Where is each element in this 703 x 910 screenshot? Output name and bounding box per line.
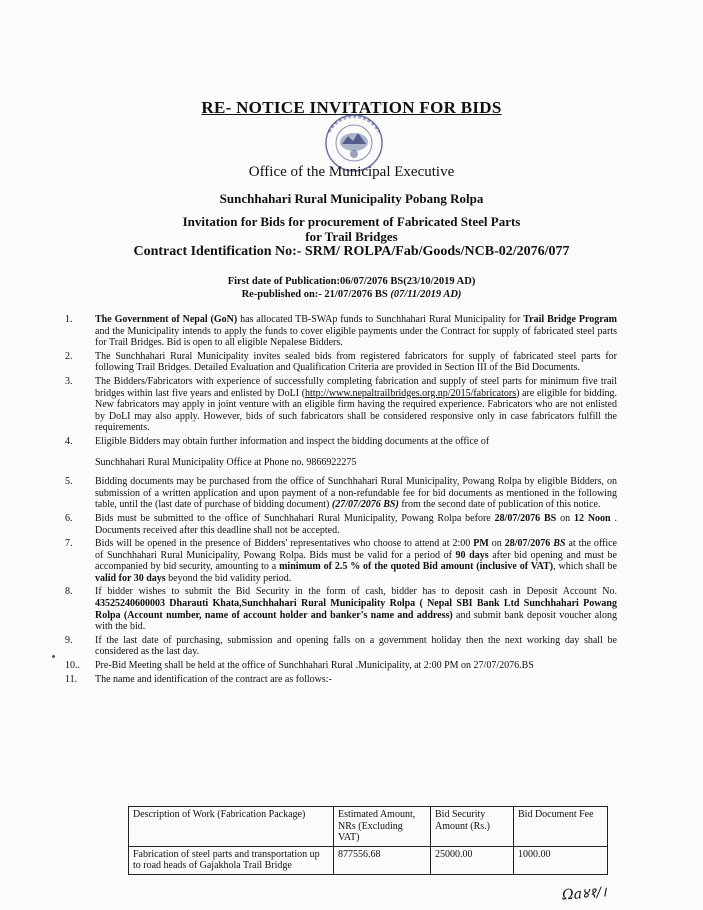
notice-item <box>65 314 617 349</box>
item-text-part: on <box>488 538 505 550</box>
item-text <box>95 314 617 348</box>
col-header-estimated-amount: Estimated Amount, NRs (Excluding VAT) <box>334 807 431 847</box>
republished-bs: Re-published on:- 21/07/2076 BS <box>241 289 391 300</box>
item-text <box>95 538 617 584</box>
notice-item <box>65 673 617 686</box>
cell-estimated-amount: 877556.68 <box>334 846 431 874</box>
notice-items-list <box>65 314 618 687</box>
handwritten-signature: Ωa४१/। <box>561 884 608 904</box>
item-text-part: and the Municipality intends to apply the funds to cover eligible payments under the Contract for supply of fabricated steel parts for Trail Bridges. Bid is open to all eligible Nepalese Bidders. <box>95 325 617 349</box>
municipality-name: Sunchhahari Rural Municipality Pobang Rolpa <box>219 191 484 206</box>
notice-item <box>65 375 618 434</box>
item-text <box>95 586 617 632</box>
fabricators-link[interactable]: http://www.nepaltrailbridges.org.np/2015/fabricators <box>305 387 517 399</box>
item-text <box>95 376 617 433</box>
col-header-bid-security: Bid Security Amount (Rs.) <box>431 807 514 847</box>
item-number: 8. <box>65 586 73 598</box>
item-number: 11. <box>65 673 78 685</box>
item-text-part: Bids will be opened in the presence of Bidders' representatives who choose to attend at 2:00 <box>95 538 474 550</box>
item-text-part: , which shall be <box>553 561 618 573</box>
item-number: 1. <box>65 314 73 325</box>
item-text-part: Bidding documents may be purchased from the office of Sunchhahari Rural Municipality, Powang Rolpa by eligible Bidders, on submission of a written application and upon payment of a non-refundable fee for bid documents as mentioned in the following table, until the (last date of purchase of bidding document) <box>95 476 617 511</box>
col-header-bid-document-fee: Bid Document Fee <box>514 807 608 847</box>
item-text-part: at the office of Sunchhahari Rural Municipality, Powang Rolpa. Bids must be valid for a period of <box>95 538 617 561</box>
item-text-part: BS <box>553 538 566 550</box>
item-text-part: The Government of Nepal (GoN) <box>95 314 238 325</box>
item-text-part: minimum of 2.5 % of the quoted Bid amount (inclusive of VAT) <box>279 561 554 573</box>
item-number: 9. <box>65 634 73 646</box>
item-text-part: Bids must be submitted to the office of Sunchhahari Rural Municipality, Powang Rolpa before <box>95 512 495 524</box>
publication-dates <box>0 275 703 301</box>
item-text-part: 28/07/2076 BS <box>494 512 557 524</box>
table-row <box>129 846 608 874</box>
item-text <box>95 351 617 374</box>
item-text-part: The Bidders/Fabricators with experience of successfully completing fabrication and supply of steel parts for minimum five trail bridges within last five years and enlisted by DoLI ( <box>95 375 617 399</box>
item-text-part: on <box>556 512 574 524</box>
office-name: Office of the Municipal Executive <box>248 164 455 180</box>
ifb-heading <box>0 214 703 244</box>
item-text-part: 90 days <box>455 549 489 561</box>
cell-bid-security: 25000.00 <box>431 846 514 874</box>
item-number: 3. <box>65 375 73 387</box>
republished-ad: (07/11/2019 AD) <box>390 289 462 300</box>
item-text-part: from the second date of publication of this notice. <box>398 499 601 511</box>
item-text-part: Pre-Bid Meeting shall be held at the office of Sunchhahari Rural .Municipality, at 2:00 PM on 27/07/2076.BS <box>95 660 534 672</box>
item-number: 5. <box>65 476 73 488</box>
item-text-part: beyond the bid validity period. <box>165 572 292 584</box>
notice-item <box>65 476 617 511</box>
contract-table-header-row <box>129 807 608 847</box>
republished-date <box>0 288 703 301</box>
item-text-part: If the last date of purchasing, submission and opening falls on a government holiday then the next working day shall be considered as the last day. <box>95 634 617 658</box>
cell-description: Fabrication of steel parts and transportation up to road heads of Gajakhola Trail Bridge <box>129 846 334 874</box>
item-text-part: (27/07/2076 BS) <box>331 499 399 511</box>
item-spacer <box>95 448 617 457</box>
notice-item <box>65 538 618 584</box>
notice-item <box>65 435 617 468</box>
item-text-part: If bidder wishes to submit the Bid Security in the form of cash, bidder has to deposit cash in Deposit Account No. <box>95 586 617 598</box>
item-text-part: 12 Noon <box>573 512 611 524</box>
ifb-line-1: Invitation for Bids for procurement of Fabricated Steel Parts <box>182 214 521 229</box>
notice-item <box>65 350 617 374</box>
item-text <box>95 513 617 536</box>
contract-table <box>128 806 608 875</box>
item-text-part: after bid opening and must be accompanied by bid security, amounting to a <box>95 549 617 573</box>
cell-bid-document-fee: 1000.00 <box>514 846 608 874</box>
first-publication-date: First date of Publication:06/07/2076 BS(23/10/2019 AD) <box>227 276 476 287</box>
item-number: 10.. <box>65 660 80 672</box>
ifb-line-2: for Trail Bridges <box>305 229 398 244</box>
item-text-part: valid for 30 days <box>95 572 166 584</box>
item-text-part: The Sunchhahari Rural Municipality invites sealed bids from registered fabricators for supply of fabricated steel parts for following Trail Bridges. Detailed Evaluation and Qualification Criteria are provided in Section III of the Bid Documents. <box>95 350 617 374</box>
item-text-part: 28/07/2076 <box>504 538 551 550</box>
item-text-part: ) are eligible for bidding. New fabricators may apply in joint venture with an eligible firm having the required experience. Fabricators who are not enlisted by DoLI may also apply. However, bids of such fabricators shall be considered responsive only in case fabricators fulfill the requirements. <box>95 387 618 434</box>
notice-item <box>65 634 617 658</box>
item-text-part: . Documents received after this deadline shall not be accepted. <box>95 512 617 536</box>
item-number: 2. <box>65 350 73 362</box>
item-number: 6. <box>65 512 73 524</box>
notice-title: RE- NOTICE INVITATION FOR BIDS <box>201 98 502 117</box>
item-text <box>95 660 534 671</box>
item-text <box>95 436 489 447</box>
col-header-description: Description of Work (Fabrication Package) <box>129 807 334 847</box>
item-text-part: and submit bank deposit voucher along with the bid. <box>95 609 617 633</box>
item-text-part: Eligible Bidders may obtain further information and inspect the bidding documents at the office of <box>95 435 490 447</box>
contract-identification: Contract Identification No:- SRM/ ROLPA/Fab/Goods/NCB-02/2076/077 <box>133 244 570 259</box>
item-text-part: PM <box>473 538 489 550</box>
item-text <box>95 635 617 658</box>
item-text-part: The name and identification of the contract are as follows:- <box>95 673 332 685</box>
item-text <box>95 674 332 685</box>
item-text-part: Trail Bridge Program <box>523 314 617 325</box>
item-text <box>95 476 617 510</box>
notice-item <box>65 512 617 536</box>
scan-speck <box>52 655 55 658</box>
notice-item <box>65 586 617 633</box>
notice-item <box>65 660 617 672</box>
item-text-part: 43525240600003 Dharauti Khata,Sunchhahari Rural Municipality Rolpa ( Nepal SBI Bank Ltd Sunchhahari Powang Rolpa (Account number, name of account holder and banker's name and address) <box>95 598 617 621</box>
item-number: 7. <box>65 538 73 550</box>
item-number: 4. <box>65 435 73 447</box>
item-extra-line: Sunchhahari Rural Municipality Office at Phone no. 9866922275 <box>95 456 357 468</box>
item-text-part: has allocated TB-SWAp funds to Sunchhahari Rural Municipality for <box>237 314 524 325</box>
